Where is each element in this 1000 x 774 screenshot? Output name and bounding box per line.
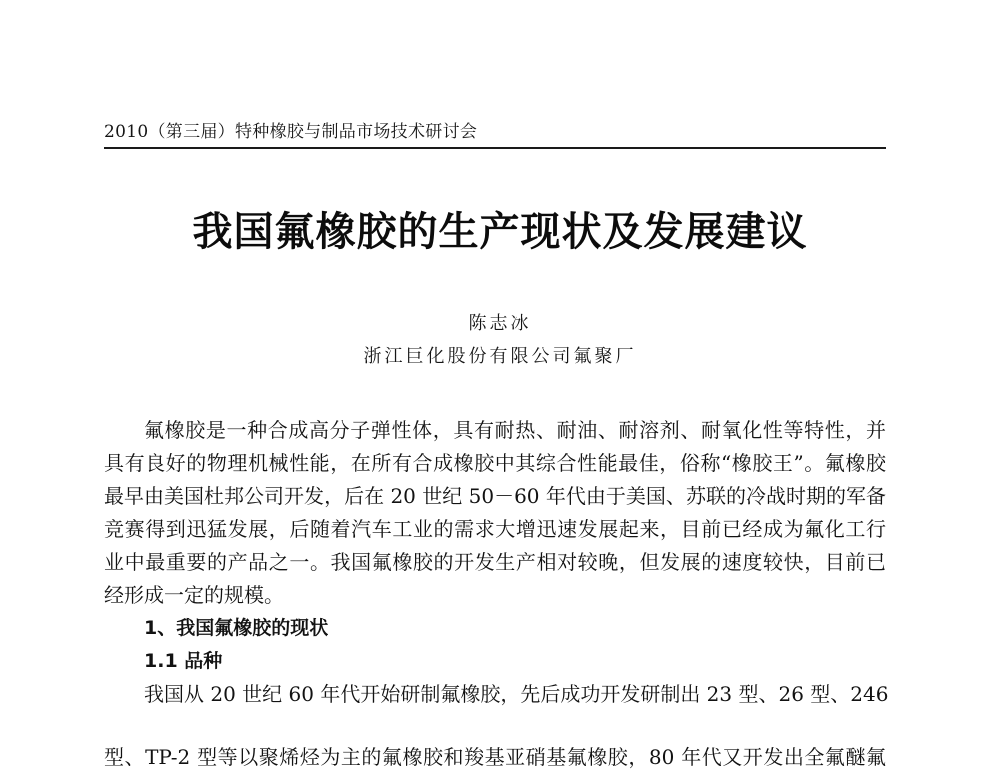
intro-line: 氟橡胶是一种合成高分子弹性体，具有耐热、耐油、耐溶剂、耐氧化性等特性，并 <box>144 418 886 442</box>
paragraph-line: 我国从 20 世纪 60 年代开始研制氟橡胶，先后成功开发研制出 23 型、26 型、246 <box>144 682 889 706</box>
article-title: 我国氟橡胶的生产现状及发展建议 <box>192 209 808 255</box>
intro-line: 业中最重要的产品之一。我国氟橡胶的开发生产相对较晚，但发展的速度较快，目前已 <box>104 550 886 574</box>
author-affiliation: 浙江巨化股份有限公司氟聚厂 <box>363 346 637 367</box>
header-rule <box>104 147 886 149</box>
section-heading: 1、我国氟橡胶的现状 <box>144 617 329 639</box>
intro-line: 经形成一定的规模。 <box>104 583 284 607</box>
intro-line: 最早由美国杜邦公司开发，后在 20 世纪 50－60 年代由于美国、苏联的冷战时期的军备 <box>104 484 886 508</box>
intro-line: 竞赛得到迅猛发展，后随着汽车工业的需求大增迅速发展起来，目前已经成为氟化工行 <box>104 517 886 541</box>
subsection-heading: 1.1 品种 <box>144 650 223 672</box>
body-text <box>104 414 889 711</box>
author-name: 陈志冰 <box>468 313 532 334</box>
running-header: 2010（第三届）特种橡胶与制品市场技术研讨会 <box>104 122 478 142</box>
paragraph-line-cutoff: 型、TP-2 型等以聚烯烃为主的氟橡胶和羧基亚硝基氟橡胶，80 年代又开发出全氟醚氟 <box>104 745 886 769</box>
intro-line: 具有良好的物理机械性能，在所有合成橡胶中其综合性能最佳，俗称“橡胶王”。氟橡胶 <box>104 451 886 475</box>
